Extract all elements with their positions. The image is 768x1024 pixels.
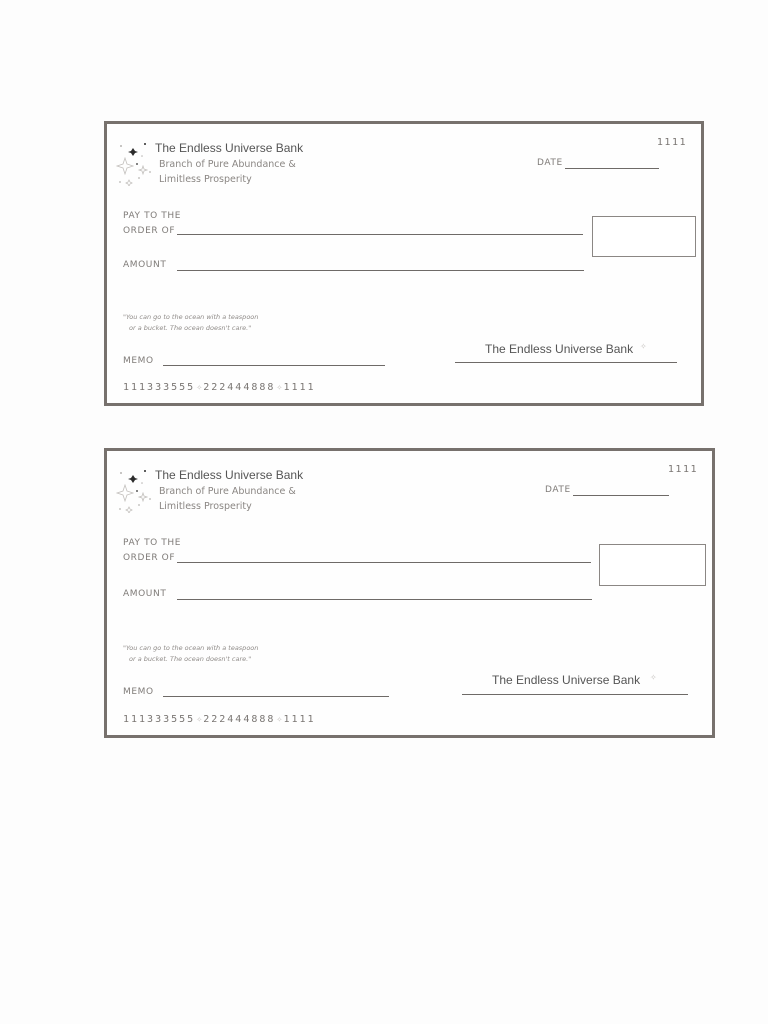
sparkle-icon: ✧ — [640, 342, 647, 351]
sparkle-stars-icon — [115, 463, 155, 513]
memo-field[interactable] — [163, 365, 385, 366]
bank-name: The Endless Universe Bank — [155, 468, 304, 482]
signature-text: The Endless Universe Bank — [485, 342, 634, 356]
pay-to-label-line-2: ORDER OF — [123, 553, 176, 563]
date-label: DATE — [545, 485, 571, 495]
check-2 — [104, 448, 715, 738]
bank-branch-line-2: Limitless Prosperity — [159, 501, 252, 512]
bank-branch-line-1: Branch of Pure Abundance & — [159, 486, 296, 497]
micr-check-number: 1111 — [283, 714, 316, 725]
micr-routing: 111333555 — [123, 382, 196, 393]
pay-to-label — [123, 209, 181, 239]
pay-to-field[interactable] — [177, 562, 591, 563]
bank-branch-line-1: Branch of Pure Abundance & — [159, 159, 296, 170]
sparkle-stars-icon — [115, 136, 155, 186]
micr-separator-icon: ✧ — [276, 714, 283, 725]
check-number: 1111 — [667, 464, 698, 475]
pay-to-label-line-1: PAY TO THE — [123, 211, 182, 221]
amount-field[interactable] — [177, 599, 592, 600]
micr-check-number: 1111 — [283, 382, 316, 393]
date-field[interactable] — [565, 168, 659, 169]
micr-routing: 111333555 — [123, 714, 196, 725]
micr-separator-icon: ✧ — [196, 382, 203, 393]
signature-line[interactable] — [455, 362, 677, 363]
amount-box[interactable] — [599, 544, 706, 586]
signature-text: The Endless Universe Bank — [492, 673, 641, 687]
micr-separator-icon: ✧ — [196, 714, 203, 725]
micr-separator-icon: ✧ — [276, 382, 283, 393]
pay-to-label-line-2: ORDER OF — [123, 226, 176, 236]
micr-account: 222444888 — [203, 382, 276, 393]
bank-branch — [159, 157, 296, 187]
date-field[interactable] — [573, 495, 669, 496]
amount-label: AMOUNT — [123, 589, 167, 599]
pay-to-field[interactable] — [177, 234, 583, 235]
bank-name: The Endless Universe Bank — [155, 141, 304, 155]
micr-account: 222444888 — [203, 714, 276, 725]
check-number: 1111 — [656, 137, 687, 148]
micr-line — [123, 714, 316, 725]
bank-branch-line-2: Limitless Prosperity — [159, 174, 252, 185]
micr-line — [123, 382, 316, 393]
sparkle-icon: ✧ — [650, 673, 657, 682]
quote-line-2: or a bucket. The ocean doesn't care." — [129, 324, 252, 332]
memo-label: MEMO — [123, 356, 154, 366]
check-1 — [104, 121, 704, 406]
pay-to-label-line-1: PAY TO THE — [123, 538, 182, 548]
amount-label: AMOUNT — [123, 260, 167, 270]
amount-box[interactable] — [592, 216, 696, 257]
quote-line-1: "You can go to the ocean with a teaspoon — [123, 644, 259, 652]
date-label: DATE — [537, 158, 563, 168]
signature-line[interactable] — [462, 694, 688, 695]
quote-line-2: or a bucket. The ocean doesn't care." — [129, 655, 252, 663]
quote-line-1: "You can go to the ocean with a teaspoon — [123, 313, 259, 321]
bank-branch — [159, 484, 296, 514]
memo-label: MEMO — [123, 687, 154, 697]
pay-to-label — [123, 536, 181, 566]
quote — [123, 312, 258, 334]
quote — [123, 643, 258, 665]
memo-field[interactable] — [163, 696, 389, 697]
amount-field[interactable] — [177, 270, 584, 271]
